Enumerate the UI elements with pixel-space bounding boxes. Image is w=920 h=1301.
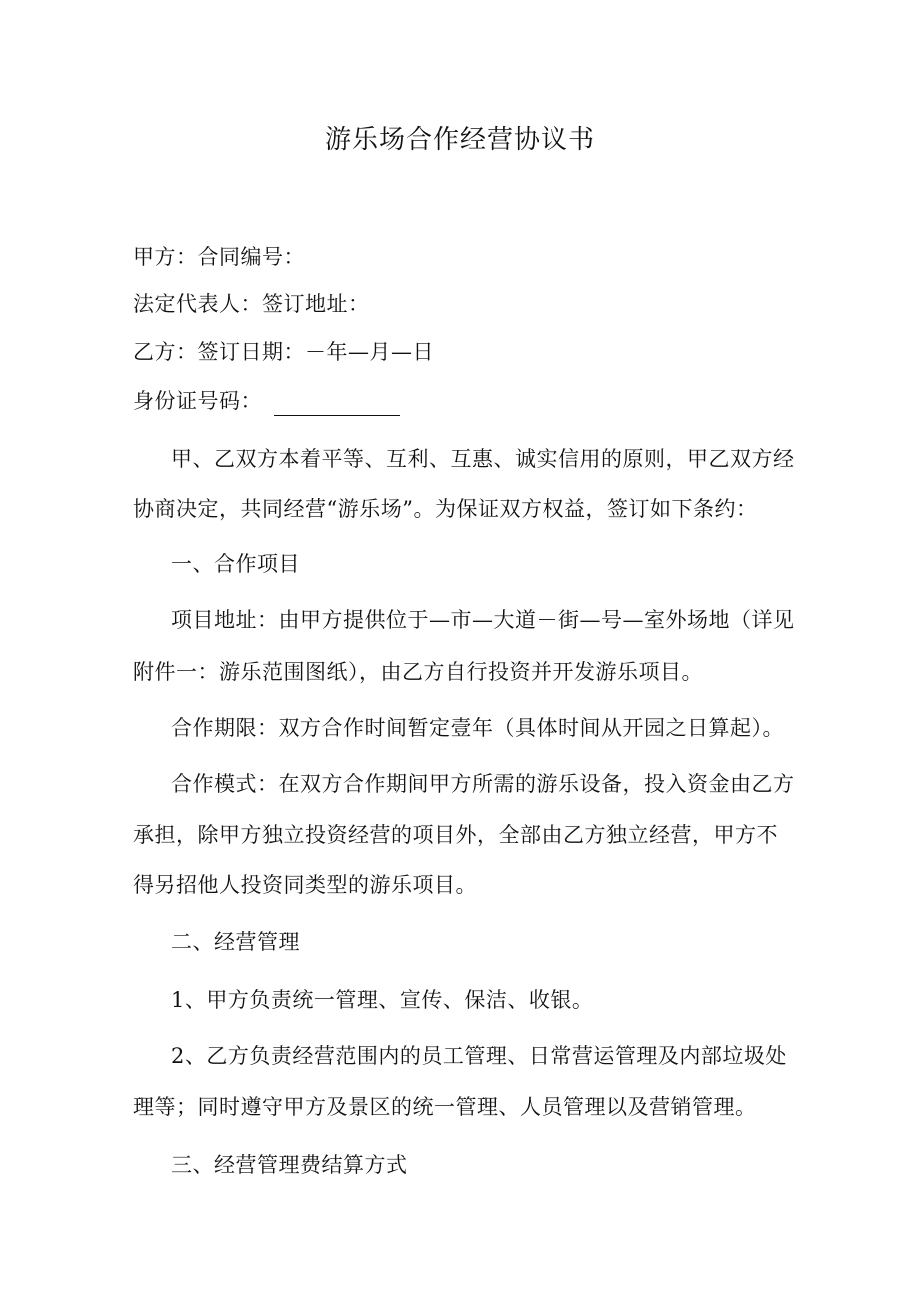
party-b-sign-date: 乙方：签订日期：－年—月—日	[133, 340, 434, 364]
management-item-2-line-1: 2、乙方负责经营范围内的员工管理、日常营运管理及内部垃圾处	[171, 1044, 787, 1068]
intro-paragraph-line-2: 协商决定，共同经营“游乐场”。为保证双方权益，签订如下条约：	[133, 497, 758, 521]
management-item-2-line-2: 理等；同时遵守甲方及景区的统一管理、人员管理以及营销管理。	[133, 1095, 757, 1119]
id-number-blank	[274, 395, 400, 416]
legal-rep-sign-address: 法定代表人：签订地址：	[133, 292, 370, 316]
cooperation-mode-line-3: 得另招他人投资同类型的游乐项目。	[133, 873, 477, 897]
cooperation-term: 合作期限：双方合作时间暂定壹年（具体时间从开园之日算起）。	[171, 716, 784, 740]
management-item-1: 1、甲方负责统一管理、宣传、保洁、收银。	[171, 988, 594, 1012]
id-number-row	[133, 386, 400, 416]
section-2-heading: 二、经营管理	[171, 930, 300, 954]
document-title: 游乐场合作经营协议书	[324, 125, 595, 155]
project-address-line-1: 项目地址：由甲方提供位于—市—大道－街—号—室外场地（详见	[171, 608, 795, 632]
party-a-contract-no: 甲方：合同编号：	[133, 245, 305, 269]
intro-paragraph-line-1: 甲、乙双方本着平等、互利、互惠、诚实信用的原则，甲乙双方经	[171, 447, 795, 471]
section-3-heading: 三、经营管理费结算方式	[171, 1153, 408, 1177]
cooperation-mode-line-2: 承担，除甲方独立投资经营的项目外，全部由乙方独立经营，甲方不	[133, 823, 778, 847]
section-1-heading: 一、合作项目	[171, 552, 300, 576]
cooperation-mode-line-1: 合作模式：在双方合作期间甲方所需的游乐设备，投入资金由乙方	[171, 772, 795, 796]
project-address-line-2: 附件一：游乐范围图纸），由乙方自行投资并开发游乐项目。	[133, 660, 703, 684]
id-number-label: 身份证号码：	[133, 389, 262, 413]
